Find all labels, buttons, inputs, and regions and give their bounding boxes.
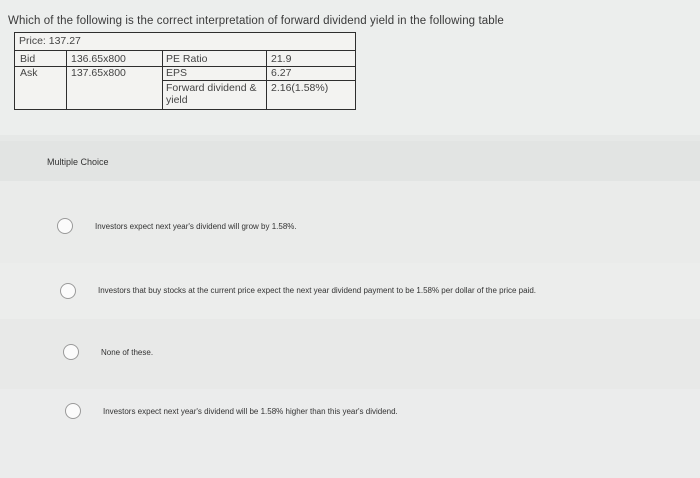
option-2-text[interactable]: Investors that buy stocks at the current price expect the next year dividend payment to be 1.58% per dollar of the price paid. [98, 286, 537, 295]
bid-label: Bid [20, 53, 36, 65]
price-label: Price: 137.27 [15, 33, 355, 51]
option-4-text[interactable]: Investors expect next year's dividend will be 1.58% higher than this year's dividend. [103, 407, 398, 416]
eps-value: 6.27 [271, 67, 292, 79]
option-3-text[interactable]: None of these. [101, 348, 154, 357]
eps-label: EPS [166, 67, 188, 79]
background-band [0, 389, 700, 478]
ask-label: Ask [20, 67, 38, 79]
pe-ratio-value: 21.9 [271, 53, 292, 65]
option-3-radio[interactable] [63, 344, 79, 360]
pe-ratio-label: PE Ratio [166, 53, 208, 65]
option-4-radio[interactable] [65, 403, 81, 419]
forward-dividend-value: 2.16(1.58%) [271, 82, 329, 94]
forward-dividend-label [166, 82, 256, 106]
forward-dividend-label-line2: yield [166, 94, 188, 106]
option-1-text[interactable]: Investors expect next year's dividend will grow by 1.58%. [95, 222, 297, 231]
option-1-radio[interactable] [57, 218, 73, 234]
option-2-radio[interactable] [60, 283, 76, 299]
quote-table [14, 32, 356, 110]
multiple-choice-label: Multiple Choice [47, 157, 109, 167]
question-text: Which of the following is the correct interpretation of forward dividend yield in the following table [8, 15, 504, 27]
table-divider [162, 80, 355, 81]
bid-value: 136.65x800 [71, 53, 126, 65]
table-divider [162, 50, 163, 109]
forward-dividend-label-line1: Forward dividend & [166, 82, 257, 94]
table-divider [266, 50, 267, 109]
table-divider [66, 50, 67, 109]
ask-value: 137.65x800 [71, 67, 126, 79]
